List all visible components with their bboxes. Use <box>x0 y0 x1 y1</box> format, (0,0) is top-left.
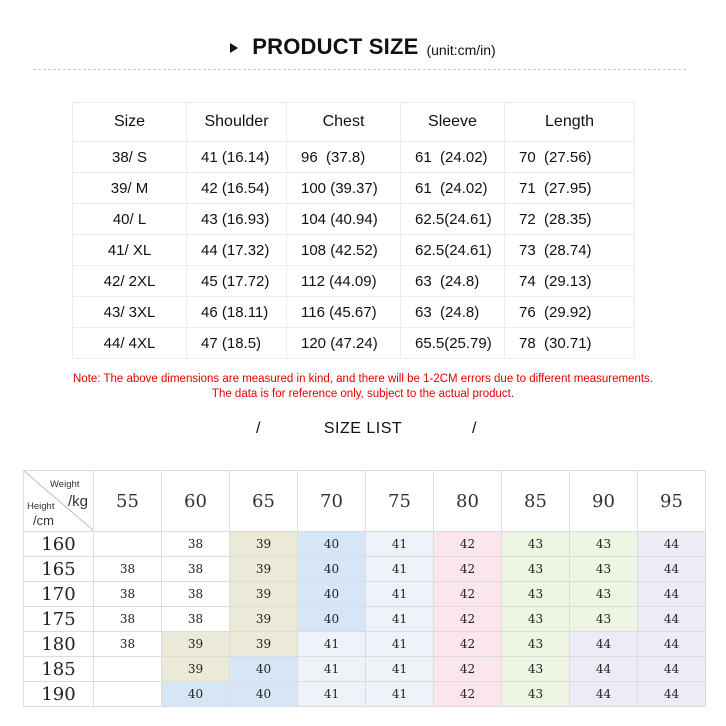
column-header: Shoulder <box>187 103 287 142</box>
measurement-cell: 47 (18.5) <box>187 328 287 359</box>
slash-left: / <box>256 420 261 437</box>
measurement-cell: 71 (27.95) <box>505 173 635 204</box>
height-row <box>24 632 706 657</box>
size-cell: 39 <box>162 657 230 682</box>
measurement-cell: 44 (17.32) <box>187 235 287 266</box>
size-cell: 44 <box>638 682 706 707</box>
measurement-cell: 112 (44.09) <box>287 266 401 297</box>
size-cell: 40 <box>230 682 298 707</box>
size-cell: 38 <box>162 532 230 557</box>
size-cell: 43 <box>502 657 570 682</box>
weight-header-cell: 90 <box>570 471 638 532</box>
height-label-cell: 175 <box>24 607 94 632</box>
size-cell: 41 <box>366 657 434 682</box>
size-cell: 43 <box>502 682 570 707</box>
measurement-cell: 108 (42.52) <box>287 235 401 266</box>
size-cell: 42 <box>434 607 502 632</box>
size-cell: 40 <box>162 682 230 707</box>
height-axis-label: Height <box>27 501 55 512</box>
measurement-cell: 78 (30.71) <box>505 328 635 359</box>
page-header <box>0 30 726 64</box>
size-cell: 39 <box>230 632 298 657</box>
measurement-cell: 120 (47.24) <box>287 328 401 359</box>
size-cell: 40 <box>298 532 366 557</box>
size-label-cell: 38/ S <box>73 142 187 173</box>
measurement-cell: 41 (16.14) <box>187 142 287 173</box>
size-label-cell: 43/ 3XL <box>73 297 187 328</box>
size-list-heading <box>0 420 726 440</box>
height-label-cell: 185 <box>24 657 94 682</box>
size-cell <box>94 532 162 557</box>
size-cell: 43 <box>502 632 570 657</box>
size-label-cell: 41/ XL <box>73 235 187 266</box>
note-line-1: Note: The above dimensions are measured in kind, and there will be 1-2CM errors due to different measurements. <box>73 373 653 385</box>
measurement-note <box>0 372 726 402</box>
note-line-2: The data is for reference only, subject to the actual product. <box>211 388 515 400</box>
size-cell: 39 <box>230 532 298 557</box>
weight-header-cell: 55 <box>94 471 162 532</box>
size-cell: 43 <box>502 582 570 607</box>
height-label-cell: 165 <box>24 557 94 582</box>
page-title: PRODUCT SIZE <box>252 34 419 59</box>
size-cell: 44 <box>570 632 638 657</box>
size-cell <box>94 682 162 707</box>
weight-header-cell: 85 <box>502 471 570 532</box>
dashed-divider <box>33 69 686 70</box>
size-cell: 43 <box>502 532 570 557</box>
column-header: Sleeve <box>401 103 505 142</box>
size-table-row <box>73 142 635 173</box>
column-header: Size <box>73 103 187 142</box>
size-cell: 43 <box>570 532 638 557</box>
size-label-cell: 40/ L <box>73 204 187 235</box>
height-label-cell: 190 <box>24 682 94 707</box>
size-cell: 44 <box>638 582 706 607</box>
size-cell: 41 <box>366 532 434 557</box>
size-table-row <box>73 328 635 359</box>
unit-label: (unit:cm/in) <box>426 41 496 58</box>
height-row <box>24 682 706 707</box>
size-cell: 40 <box>230 657 298 682</box>
measurement-cell: 70 (27.56) <box>505 142 635 173</box>
measurement-cell: 42 (16.54) <box>187 173 287 204</box>
measurement-cell: 45 (17.72) <box>187 266 287 297</box>
size-cell: 38 <box>162 557 230 582</box>
size-cell: 42 <box>434 657 502 682</box>
size-cell: 41 <box>298 682 366 707</box>
weight-header-cell: 80 <box>434 471 502 532</box>
measurement-cell: 43 (16.93) <box>187 204 287 235</box>
column-header: Length <box>505 103 635 142</box>
size-table-row <box>73 266 635 297</box>
size-cell: 44 <box>638 657 706 682</box>
size-cell: 43 <box>570 557 638 582</box>
size-cell: 38 <box>162 582 230 607</box>
size-cell <box>94 657 162 682</box>
measurement-cell: 63 (24.8) <box>401 297 505 328</box>
size-cell: 41 <box>366 632 434 657</box>
size-table-row <box>73 297 635 328</box>
size-cell: 39 <box>230 582 298 607</box>
size-cell: 44 <box>570 657 638 682</box>
weight-header-cell: 75 <box>366 471 434 532</box>
measurement-cell: 62.5(24.61) <box>401 235 505 266</box>
size-cell: 43 <box>502 557 570 582</box>
product-size-table <box>72 102 635 359</box>
size-cell: 44 <box>570 682 638 707</box>
size-cell: 44 <box>638 532 706 557</box>
size-cell: 41 <box>366 682 434 707</box>
size-cell: 41 <box>366 557 434 582</box>
height-row <box>24 557 706 582</box>
size-cell: 44 <box>638 632 706 657</box>
size-list-grid <box>23 470 706 707</box>
height-unit-label: /cm <box>33 513 54 528</box>
height-label-cell: 180 <box>24 632 94 657</box>
size-cell: 43 <box>570 607 638 632</box>
measurement-cell: 73 (28.74) <box>505 235 635 266</box>
size-cell: 43 <box>502 607 570 632</box>
measurement-cell: 65.5(25.79) <box>401 328 505 359</box>
weight-unit-label: /kg <box>68 493 89 510</box>
measurement-cell: 61 (24.02) <box>401 142 505 173</box>
size-table-row <box>73 173 635 204</box>
measurement-cell: 104 (40.94) <box>287 204 401 235</box>
size-cell: 39 <box>162 632 230 657</box>
size-cell: 41 <box>366 607 434 632</box>
size-label-cell: 39/ M <box>73 173 187 204</box>
height-label-cell: 170 <box>24 582 94 607</box>
weight-header-cell: 60 <box>162 471 230 532</box>
weight-header-cell: 95 <box>638 471 706 532</box>
weight-header-cell: 65 <box>230 471 298 532</box>
measurement-cell: 74 (29.13) <box>505 266 635 297</box>
size-cell: 41 <box>366 582 434 607</box>
size-cell: 44 <box>638 607 706 632</box>
measurement-cell: 96 (37.8) <box>287 142 401 173</box>
slash-right: / <box>472 420 477 437</box>
size-cell: 42 <box>434 682 502 707</box>
size-table-header-row <box>73 103 635 142</box>
size-cell: 42 <box>434 582 502 607</box>
size-table-row <box>73 235 635 266</box>
height-row <box>24 657 706 682</box>
corner-header-cell <box>24 471 94 532</box>
size-cell: 42 <box>434 557 502 582</box>
measurement-cell: 46 (18.11) <box>187 297 287 328</box>
height-row <box>24 582 706 607</box>
size-table-row <box>73 204 635 235</box>
size-cell: 39 <box>230 607 298 632</box>
height-row <box>24 607 706 632</box>
size-cell: 40 <box>298 557 366 582</box>
measurement-cell: 61 (24.02) <box>401 173 505 204</box>
size-label-cell: 44/ 4XL <box>73 328 187 359</box>
size-cell: 44 <box>638 557 706 582</box>
measurement-cell: 100 (39.37) <box>287 173 401 204</box>
weight-header-cell: 70 <box>298 471 366 532</box>
measurement-cell: 63 (24.8) <box>401 266 505 297</box>
size-cell: 41 <box>298 632 366 657</box>
size-cell: 43 <box>570 582 638 607</box>
size-cell: 40 <box>298 607 366 632</box>
size-cell: 38 <box>94 557 162 582</box>
size-cell: 42 <box>434 532 502 557</box>
triangle-bullet-icon <box>230 43 238 53</box>
measurement-cell: 116 (45.67) <box>287 297 401 328</box>
measurement-cell: 62.5(24.61) <box>401 204 505 235</box>
weight-axis-label: Weight <box>50 479 80 490</box>
size-label-cell: 42/ 2XL <box>73 266 187 297</box>
measurement-cell: 72 (28.35) <box>505 204 635 235</box>
size-cell: 39 <box>230 557 298 582</box>
size-cell: 38 <box>94 607 162 632</box>
measurement-cell: 76 (29.92) <box>505 297 635 328</box>
size-cell: 38 <box>94 582 162 607</box>
size-cell: 42 <box>434 632 502 657</box>
height-row <box>24 532 706 557</box>
column-header: Chest <box>287 103 401 142</box>
size-cell: 38 <box>94 632 162 657</box>
size-cell: 38 <box>162 607 230 632</box>
size-list-title: SIZE LIST <box>323 420 403 437</box>
size-cell: 41 <box>298 657 366 682</box>
height-label-cell: 160 <box>24 532 94 557</box>
size-cell: 40 <box>298 582 366 607</box>
